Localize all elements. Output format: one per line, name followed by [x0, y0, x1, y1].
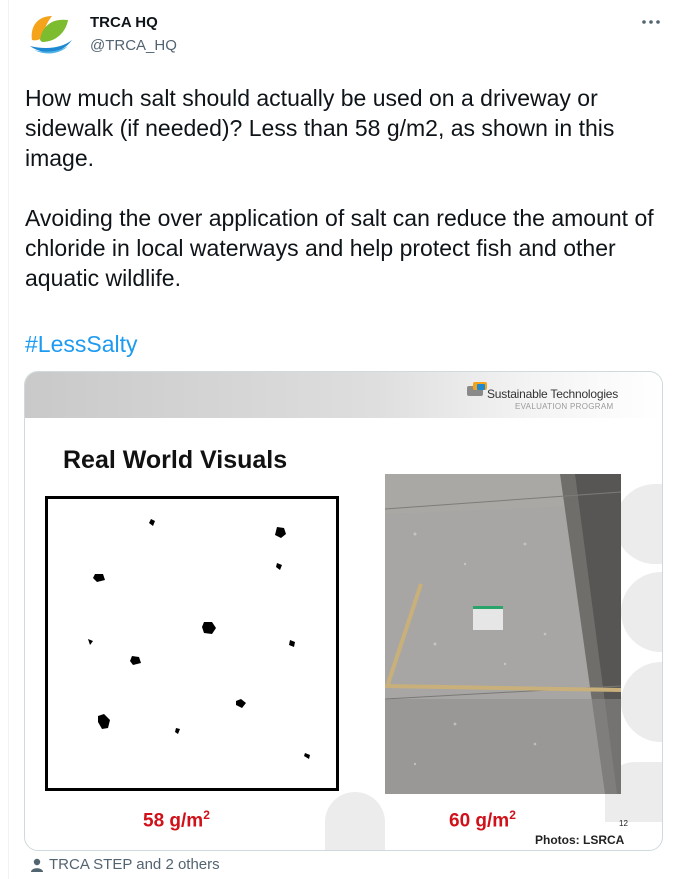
tweet-media-image[interactable]: [24, 371, 663, 851]
social-context[interactable]: [30, 856, 220, 873]
social-context-text: TRCA STEP and 2 others: [49, 856, 220, 873]
hashtag-link[interactable]: #LessSalty: [25, 331, 138, 357]
salt-density-diagram: [45, 496, 339, 791]
author-handle[interactable]: @TRCA_HQ: [90, 37, 177, 54]
salt-granule: [130, 656, 141, 665]
label-60-g-per-m2: 60 $g/m^2$: [449, 808, 516, 832]
brand-subtitle: EVALUATION PROGRAM: [515, 402, 614, 411]
salt-granule: [289, 640, 295, 647]
salt-granule: [304, 753, 310, 759]
slide-decoration: [621, 572, 663, 652]
tweet-paragraph: Avoiding the over application of salt can reduce the amount of chloride in local waterways and help protect fish and other aquatic wildlife.: [25, 205, 654, 291]
avatar[interactable]: [26, 10, 74, 58]
salt-granule: [93, 574, 105, 582]
slide-page-number: 12: [619, 819, 628, 828]
tweet-paragraph: How much salt should actually be used on a driveway or sidewalk (if needed)? Less than 58 g/m2, as shown in this image.: [25, 85, 615, 171]
salt-granule: [98, 714, 110, 729]
person-icon: [30, 858, 44, 872]
more-dots-icon: [641, 19, 661, 25]
label-58-g-per-m2: 58 $g/m^2$: [143, 808, 210, 832]
slide-heading: Real World Visuals: [63, 446, 288, 474]
timeline-divider: [8, 0, 9, 879]
slide-decoration: [615, 484, 663, 564]
salt-granule: [175, 728, 180, 734]
salt-granule: [149, 519, 155, 526]
author-name[interactable]: TRCA HQ: [90, 14, 158, 31]
salt-granule: [88, 639, 93, 645]
salt-granule: [276, 563, 282, 570]
salt-granule: [202, 622, 216, 634]
salt-granule: [236, 699, 246, 708]
salt-granule: [275, 527, 286, 538]
sidewalk-photo: [385, 474, 621, 794]
slide-decoration: [621, 662, 663, 742]
brand-title: Sustainable Technologies: [487, 387, 619, 401]
sustainable-technologies-logo-icon: [467, 382, 487, 400]
photo-credits: Photos: LSRCA: [535, 833, 625, 847]
tweet-text: [25, 83, 665, 293]
slide-decoration: [325, 792, 385, 851]
trca-leaf-logo-icon: [26, 10, 74, 58]
more-options-button[interactable]: [638, 12, 664, 32]
